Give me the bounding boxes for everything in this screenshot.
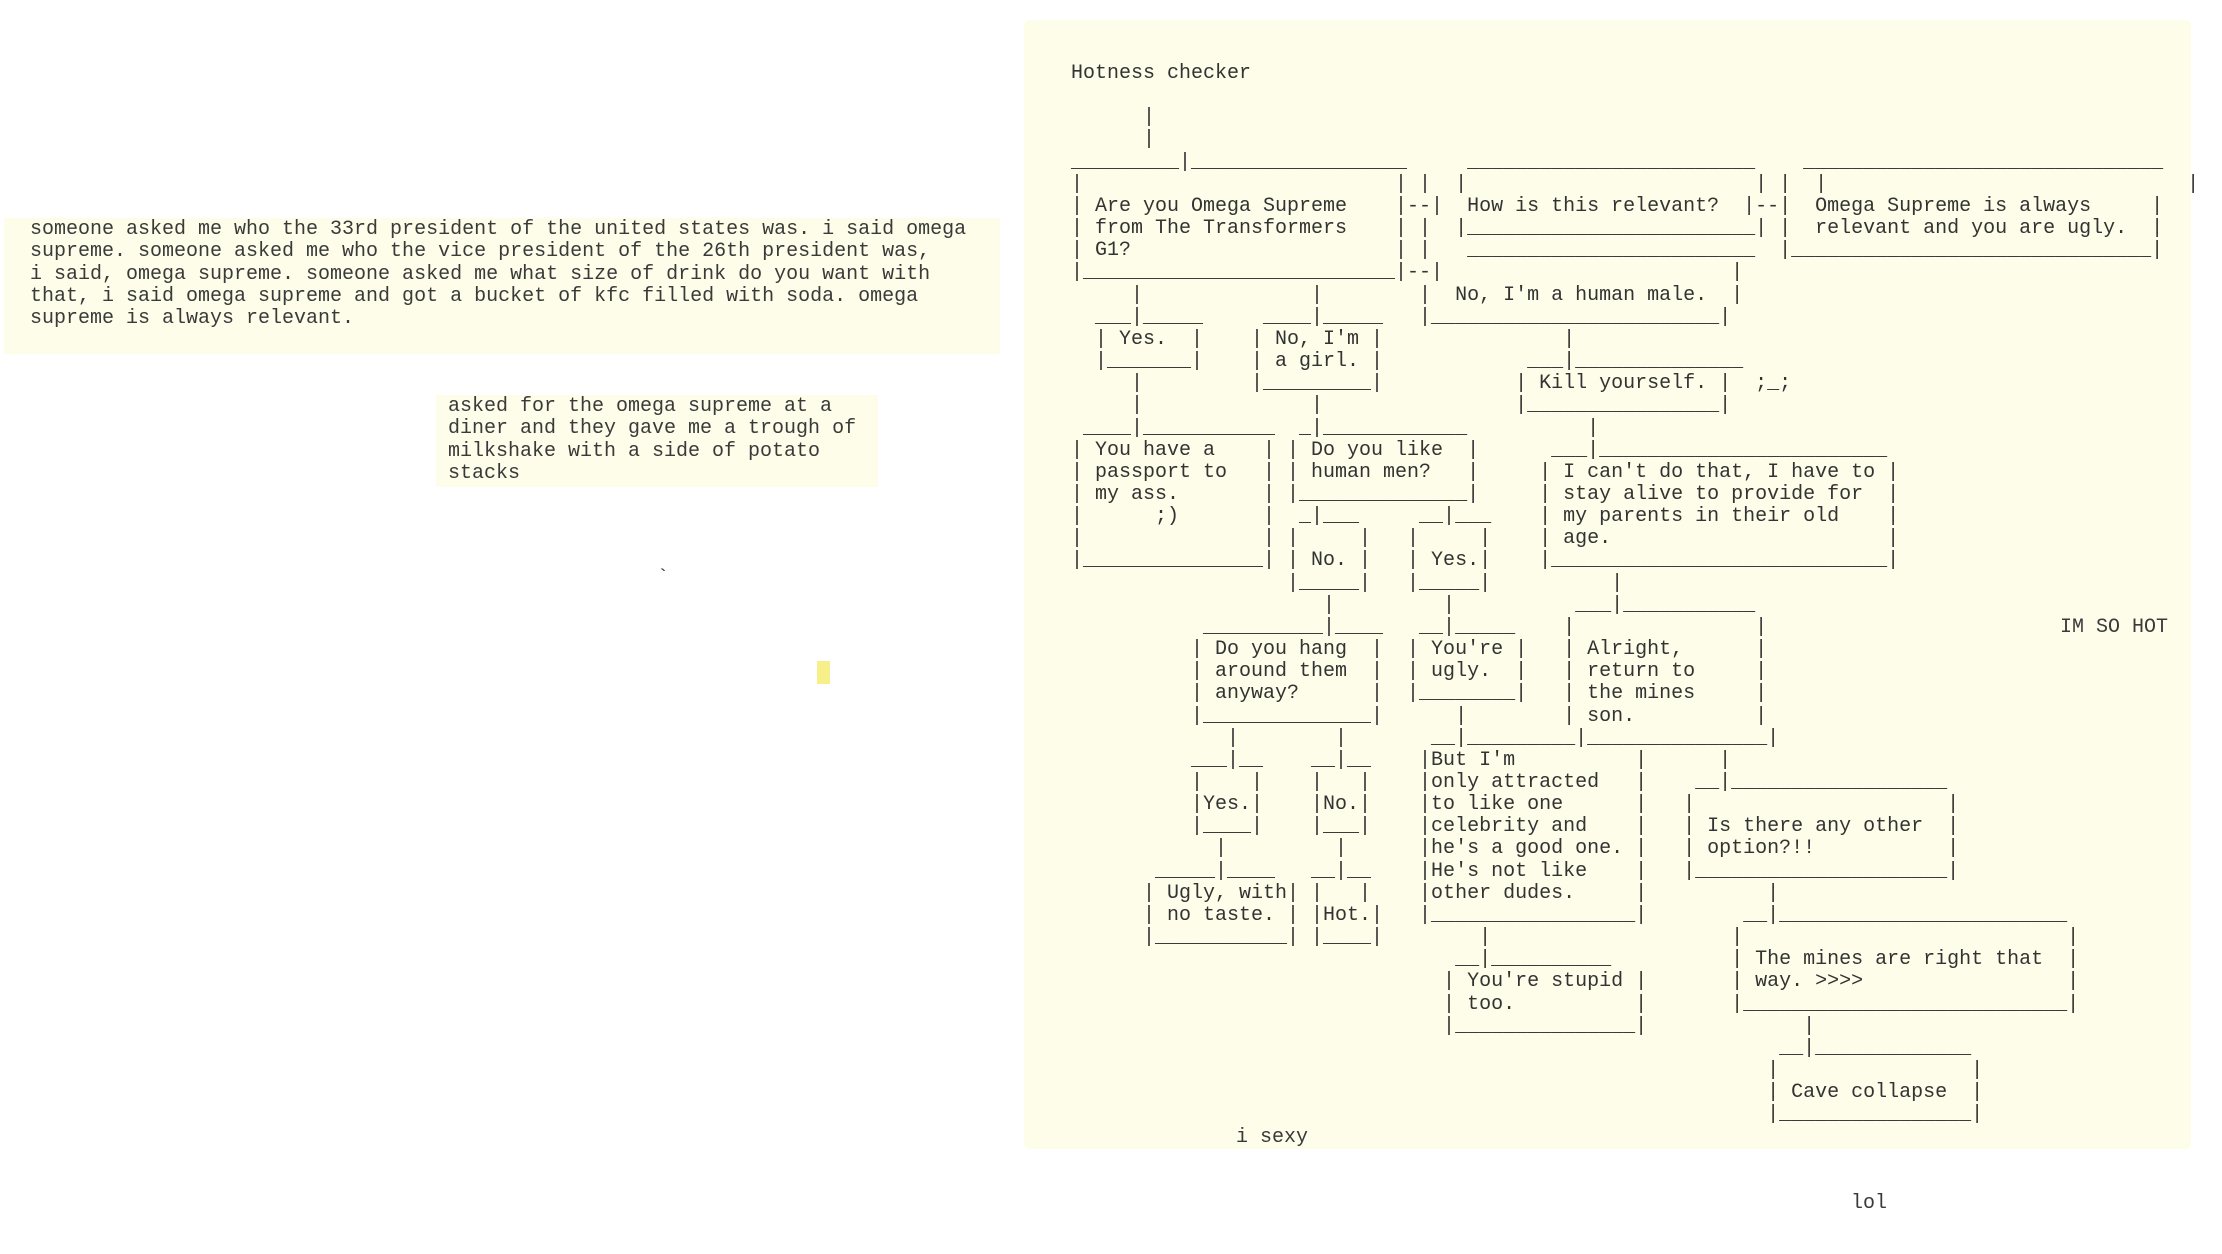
backtick-note[interactable]: ` xyxy=(657,567,670,590)
lol-label[interactable]: lol xyxy=(1851,1192,1888,1215)
diner-note[interactable]: asked for the omega supreme at a diner and they gave me a trough of milkshake with a side of potato stacks xyxy=(436,395,878,487)
im-so-hot-label[interactable]: IM SO HOT xyxy=(2060,616,2169,639)
text-cursor-highlight xyxy=(817,661,830,684)
flowchart-ascii-art: Hotness checker | | _________|__________________ ________________________ ______________________________ | | | | | | | | | Are you Omega Supreme |--| How is this relevant? |--| Omega Supreme is always | | from The Transformers | | |________________________| | relevant and you are ugly. | | G1? | | ________________________ |______________________________| |__________________________|--| | | | | No, I'm a human male. | ___|_____ ____|_____ |________________________| | Yes. | | No, I'm | | |_______| | a girl. | ___|______________ | |_________| | Kill yourself. | ;_; | | |________________| ____|___________ _|____________ | | You have a | | Do you like | ___|________________________ | passport to | | human men? | | I can't do that, I have to | | my ass. | |______________| | stay alive to provide for | | ;) | _|___ __|___ | my parents in their old | | | | | | | | age. | |_______________| | No. | | Yes.| |____________________________| |_____| |_____| | | | ___|___________ __________|____ __|_____ | | | Do you hang | | You're | | Alright, | | around them | | ugly. | | return to | | anyway? | |________| | the mines | |______________| | | son. | | | __|_________|_______________| ___|__ __|__ |But I'm | | | | | | |only attracted | __|__________________ |Yes.| |No.| |to like one | | | |____| |___| |celebrity and | | Is there any other | | | |he's a good one. | | option?!! | _____|____ __|__ |He's not like | |_____________________| | Ugly, with| | | |other dudes. | | | no taste. | |Hot.| |_________________| __|________________________ |___________| |____| | | | __|__________ | The mines are right that | | You're stupid | | way. >>>> | | too. | |___________________________| |_______________| | __|_____________ | | | Cave collapse | |________________| xyxy=(1071,62,2200,1127)
hotness-checker-flowchart[interactable] xyxy=(1024,20,2200,1149)
i-sexy-label[interactable]: i sexy xyxy=(1236,1126,1309,1149)
omega-supreme-note[interactable]: someone asked me who the 33rd president of the united states was. i said omega supreme. someone asked me who the vice president of the 26th president was, i said, omega supreme. someone asked me what size of drink do you want with that, i said omega supreme and got a bucket of kfc filled with soda. omega supreme is always relevant. xyxy=(4,218,1000,354)
